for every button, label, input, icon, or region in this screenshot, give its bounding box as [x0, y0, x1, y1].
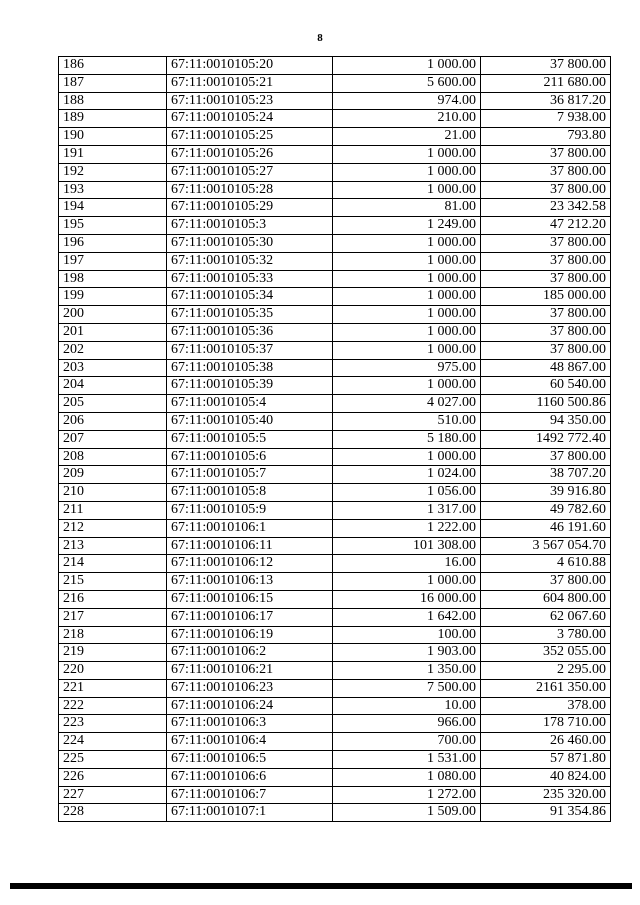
row-number-cell: 195: [59, 217, 167, 235]
cadastral-number-cell: 67:11:0010105:37: [167, 341, 333, 359]
value-cell: 37 800.00: [481, 252, 611, 270]
cadastral-number-cell: 67:11:0010105:5: [167, 430, 333, 448]
cadastral-number-cell: 67:11:0010106:12: [167, 555, 333, 573]
area-cell: 1 000.00: [333, 306, 481, 324]
table-row: [59, 786, 611, 804]
area-cell: 1 642.00: [333, 608, 481, 626]
row-number-cell: 221: [59, 679, 167, 697]
value-cell: 211 680.00: [481, 74, 611, 92]
table-row: [59, 537, 611, 555]
table-body: [59, 57, 611, 822]
area-cell: 1 000.00: [333, 573, 481, 591]
value-cell: 352 055.00: [481, 644, 611, 662]
area-cell: 966.00: [333, 715, 481, 733]
value-cell: 23 342.58: [481, 199, 611, 217]
value-cell: 91 354.86: [481, 804, 611, 822]
area-cell: 1 000.00: [333, 448, 481, 466]
area-cell: 1 531.00: [333, 751, 481, 769]
cadastral-number-cell: 67:11:0010105:6: [167, 448, 333, 466]
table-row: [59, 644, 611, 662]
table-row: [59, 466, 611, 484]
area-cell: 975.00: [333, 359, 481, 377]
table-row: [59, 128, 611, 146]
area-cell: 1 000.00: [333, 145, 481, 163]
table-row: [59, 57, 611, 75]
table-row: [59, 181, 611, 199]
row-number-cell: 197: [59, 252, 167, 270]
page-number: 8: [317, 32, 323, 44]
value-cell: 604 800.00: [481, 590, 611, 608]
cadastral-number-cell: 67:11:0010106:13: [167, 573, 333, 591]
value-cell: 37 800.00: [481, 163, 611, 181]
area-cell: 101 308.00: [333, 537, 481, 555]
value-cell: 3 567 054.70: [481, 537, 611, 555]
area-cell: 16 000.00: [333, 590, 481, 608]
row-number-cell: 192: [59, 163, 167, 181]
table-row: [59, 484, 611, 502]
area-cell: 1 903.00: [333, 644, 481, 662]
area-cell: 1 317.00: [333, 501, 481, 519]
cadastral-number-cell: 67:11:0010105:30: [167, 234, 333, 252]
value-cell: 26 460.00: [481, 733, 611, 751]
area-cell: 1 080.00: [333, 768, 481, 786]
row-number-cell: 213: [59, 537, 167, 555]
row-number-cell: 227: [59, 786, 167, 804]
table-row: [59, 590, 611, 608]
area-cell: 1 000.00: [333, 234, 481, 252]
area-cell: 5 600.00: [333, 74, 481, 92]
table-row: [59, 110, 611, 128]
value-cell: 46 191.60: [481, 519, 611, 537]
row-number-cell: 215: [59, 573, 167, 591]
value-cell: 1160 500.86: [481, 395, 611, 413]
table-row: [59, 199, 611, 217]
value-cell: 793.80: [481, 128, 611, 146]
table-row: [59, 501, 611, 519]
row-number-cell: 206: [59, 412, 167, 430]
value-cell: 38 707.20: [481, 466, 611, 484]
value-cell: 37 800.00: [481, 573, 611, 591]
cadastral-number-cell: 67:11:0010106:7: [167, 786, 333, 804]
value-cell: 40 824.00: [481, 768, 611, 786]
cadastral-number-cell: 67:11:0010105:27: [167, 163, 333, 181]
value-cell: 37 800.00: [481, 234, 611, 252]
row-number-cell: 224: [59, 733, 167, 751]
table-row: [59, 412, 611, 430]
table-row: [59, 519, 611, 537]
value-cell: 37 800.00: [481, 448, 611, 466]
footer-rule: [10, 883, 632, 889]
value-cell: 378.00: [481, 697, 611, 715]
area-cell: 1 024.00: [333, 466, 481, 484]
cadastral-number-cell: 67:11:0010106:5: [167, 751, 333, 769]
value-cell: 36 817.20: [481, 92, 611, 110]
table-row: [59, 733, 611, 751]
value-cell: 3 780.00: [481, 626, 611, 644]
row-number-cell: 188: [59, 92, 167, 110]
area-cell: 1 000.00: [333, 377, 481, 395]
table-row: [59, 145, 611, 163]
value-cell: 57 871.80: [481, 751, 611, 769]
cadastral-number-cell: 67:11:0010106:23: [167, 679, 333, 697]
value-cell: 185 000.00: [481, 288, 611, 306]
value-cell: 37 800.00: [481, 270, 611, 288]
row-number-cell: 214: [59, 555, 167, 573]
table-row: [59, 679, 611, 697]
row-number-cell: 220: [59, 662, 167, 680]
cadastral-number-cell: 67:11:0010106:19: [167, 626, 333, 644]
cadastral-number-cell: 67:11:0010105:26: [167, 145, 333, 163]
table-row: [59, 217, 611, 235]
row-number-cell: 196: [59, 234, 167, 252]
table-row: [59, 234, 611, 252]
cadastral-number-cell: 67:11:0010105:36: [167, 323, 333, 341]
row-number-cell: 189: [59, 110, 167, 128]
cadastral-number-cell: 67:11:0010105:9: [167, 501, 333, 519]
row-number-cell: 187: [59, 74, 167, 92]
area-cell: 1 000.00: [333, 163, 481, 181]
cadastral-number-cell: 67:11:0010106:24: [167, 697, 333, 715]
table-row: [59, 751, 611, 769]
row-number-cell: 204: [59, 377, 167, 395]
row-number-cell: 225: [59, 751, 167, 769]
area-cell: 1 000.00: [333, 323, 481, 341]
value-cell: 60 540.00: [481, 377, 611, 395]
area-cell: 974.00: [333, 92, 481, 110]
area-cell: 16.00: [333, 555, 481, 573]
value-cell: 37 800.00: [481, 306, 611, 324]
table-row: [59, 306, 611, 324]
row-number-cell: 191: [59, 145, 167, 163]
cadastral-number-cell: 67:11:0010105:8: [167, 484, 333, 502]
value-cell: 1492 772.40: [481, 430, 611, 448]
value-cell: 62 067.60: [481, 608, 611, 626]
value-cell: 47 212.20: [481, 217, 611, 235]
cadastral-number-cell: 67:11:0010105:3: [167, 217, 333, 235]
table-row: [59, 270, 611, 288]
cadastral-number-cell: 67:11:0010106:6: [167, 768, 333, 786]
value-cell: 37 800.00: [481, 57, 611, 75]
table-row: [59, 626, 611, 644]
area-cell: 10.00: [333, 697, 481, 715]
area-cell: 100.00: [333, 626, 481, 644]
value-cell: 37 800.00: [481, 341, 611, 359]
cadastral-number-cell: 67:11:0010105:21: [167, 74, 333, 92]
table-row: [59, 341, 611, 359]
row-number-cell: 186: [59, 57, 167, 75]
row-number-cell: 199: [59, 288, 167, 306]
value-cell: 48 867.00: [481, 359, 611, 377]
cadastral-number-cell: 67:11:0010105:7: [167, 466, 333, 484]
row-number-cell: 217: [59, 608, 167, 626]
value-cell: 39 916.80: [481, 484, 611, 502]
area-cell: 1 509.00: [333, 804, 481, 822]
cadastral-number-cell: 67:11:0010105:28: [167, 181, 333, 199]
row-number-cell: 210: [59, 484, 167, 502]
cadastral-number-cell: 67:11:0010106:15: [167, 590, 333, 608]
area-cell: 1 000.00: [333, 181, 481, 199]
value-cell: 235 320.00: [481, 786, 611, 804]
cadastral-number-cell: 67:11:0010105:34: [167, 288, 333, 306]
value-cell: 37 800.00: [481, 181, 611, 199]
area-cell: 7 500.00: [333, 679, 481, 697]
area-cell: 1 350.00: [333, 662, 481, 680]
area-cell: 1 000.00: [333, 57, 481, 75]
table-row: [59, 288, 611, 306]
value-cell: 49 782.60: [481, 501, 611, 519]
cadastral-number-cell: 67:11:0010106:4: [167, 733, 333, 751]
cadastral-number-cell: 67:11:0010105:25: [167, 128, 333, 146]
table-row: [59, 395, 611, 413]
row-number-cell: 211: [59, 501, 167, 519]
value-cell: 37 800.00: [481, 323, 611, 341]
row-number-cell: 219: [59, 644, 167, 662]
row-number-cell: 208: [59, 448, 167, 466]
cadastral-number-cell: 67:11:0010105:4: [167, 395, 333, 413]
table-row: [59, 359, 611, 377]
table-row: [59, 74, 611, 92]
area-cell: 1 272.00: [333, 786, 481, 804]
value-cell: 7 938.00: [481, 110, 611, 128]
value-cell: 94 350.00: [481, 412, 611, 430]
row-number-cell: 202: [59, 341, 167, 359]
row-number-cell: 193: [59, 181, 167, 199]
area-cell: 1 000.00: [333, 270, 481, 288]
table-row: [59, 430, 611, 448]
cadastral-number-cell: 67:11:0010105:40: [167, 412, 333, 430]
area-cell: 510.00: [333, 412, 481, 430]
table-row: [59, 768, 611, 786]
cadastral-number-cell: 67:11:0010105:35: [167, 306, 333, 324]
table-row: [59, 697, 611, 715]
area-cell: 210.00: [333, 110, 481, 128]
row-number-cell: 200: [59, 306, 167, 324]
row-number-cell: 228: [59, 804, 167, 822]
cadastral-number-cell: 67:11:0010105:33: [167, 270, 333, 288]
table-row: [59, 662, 611, 680]
table-row: [59, 163, 611, 181]
table-row: [59, 608, 611, 626]
table-row: [59, 377, 611, 395]
cadastral-number-cell: 67:11:0010106:3: [167, 715, 333, 733]
table-row: [59, 92, 611, 110]
cadastral-number-cell: 67:11:0010105:39: [167, 377, 333, 395]
value-cell: 178 710.00: [481, 715, 611, 733]
row-number-cell: 194: [59, 199, 167, 217]
cadastral-number-cell: 67:11:0010105:23: [167, 92, 333, 110]
area-cell: 1 249.00: [333, 217, 481, 235]
value-cell: 37 800.00: [481, 145, 611, 163]
row-number-cell: 207: [59, 430, 167, 448]
area-cell: 5 180.00: [333, 430, 481, 448]
row-number-cell: 223: [59, 715, 167, 733]
cadastral-number-cell: 67:11:0010106:21: [167, 662, 333, 680]
cadastral-number-cell: 67:11:0010105:20: [167, 57, 333, 75]
area-cell: 1 222.00: [333, 519, 481, 537]
cadastral-number-cell: 67:11:0010105:24: [167, 110, 333, 128]
row-number-cell: 216: [59, 590, 167, 608]
row-number-cell: 226: [59, 768, 167, 786]
row-number-cell: 201: [59, 323, 167, 341]
cadastral-number-cell: 67:11:0010106:2: [167, 644, 333, 662]
table-row: [59, 715, 611, 733]
row-number-cell: 190: [59, 128, 167, 146]
table-row: [59, 804, 611, 822]
cadastral-number-cell: 67:11:0010107:1: [167, 804, 333, 822]
cadastral-number-cell: 67:11:0010106:11: [167, 537, 333, 555]
value-cell: 2161 350.00: [481, 679, 611, 697]
area-cell: 1 056.00: [333, 484, 481, 502]
cadastral-number-cell: 67:11:0010106:1: [167, 519, 333, 537]
table-row: [59, 573, 611, 591]
cadastral-table: [58, 56, 611, 822]
cadastral-number-cell: 67:11:0010105:32: [167, 252, 333, 270]
row-number-cell: 198: [59, 270, 167, 288]
row-number-cell: 222: [59, 697, 167, 715]
row-number-cell: 212: [59, 519, 167, 537]
area-cell: 21.00: [333, 128, 481, 146]
area-cell: 1 000.00: [333, 288, 481, 306]
cadastral-number-cell: 67:11:0010105:38: [167, 359, 333, 377]
area-cell: 1 000.00: [333, 341, 481, 359]
row-number-cell: 203: [59, 359, 167, 377]
row-number-cell: 205: [59, 395, 167, 413]
table-row: [59, 252, 611, 270]
table-row: [59, 323, 611, 341]
row-number-cell: 209: [59, 466, 167, 484]
cadastral-number-cell: 67:11:0010106:17: [167, 608, 333, 626]
area-cell: 700.00: [333, 733, 481, 751]
area-cell: 81.00: [333, 199, 481, 217]
value-cell: 2 295.00: [481, 662, 611, 680]
table-row: [59, 555, 611, 573]
cadastral-number-cell: 67:11:0010105:29: [167, 199, 333, 217]
area-cell: 4 027.00: [333, 395, 481, 413]
table-row: [59, 448, 611, 466]
area-cell: 1 000.00: [333, 252, 481, 270]
value-cell: 4 610.88: [481, 555, 611, 573]
row-number-cell: 218: [59, 626, 167, 644]
